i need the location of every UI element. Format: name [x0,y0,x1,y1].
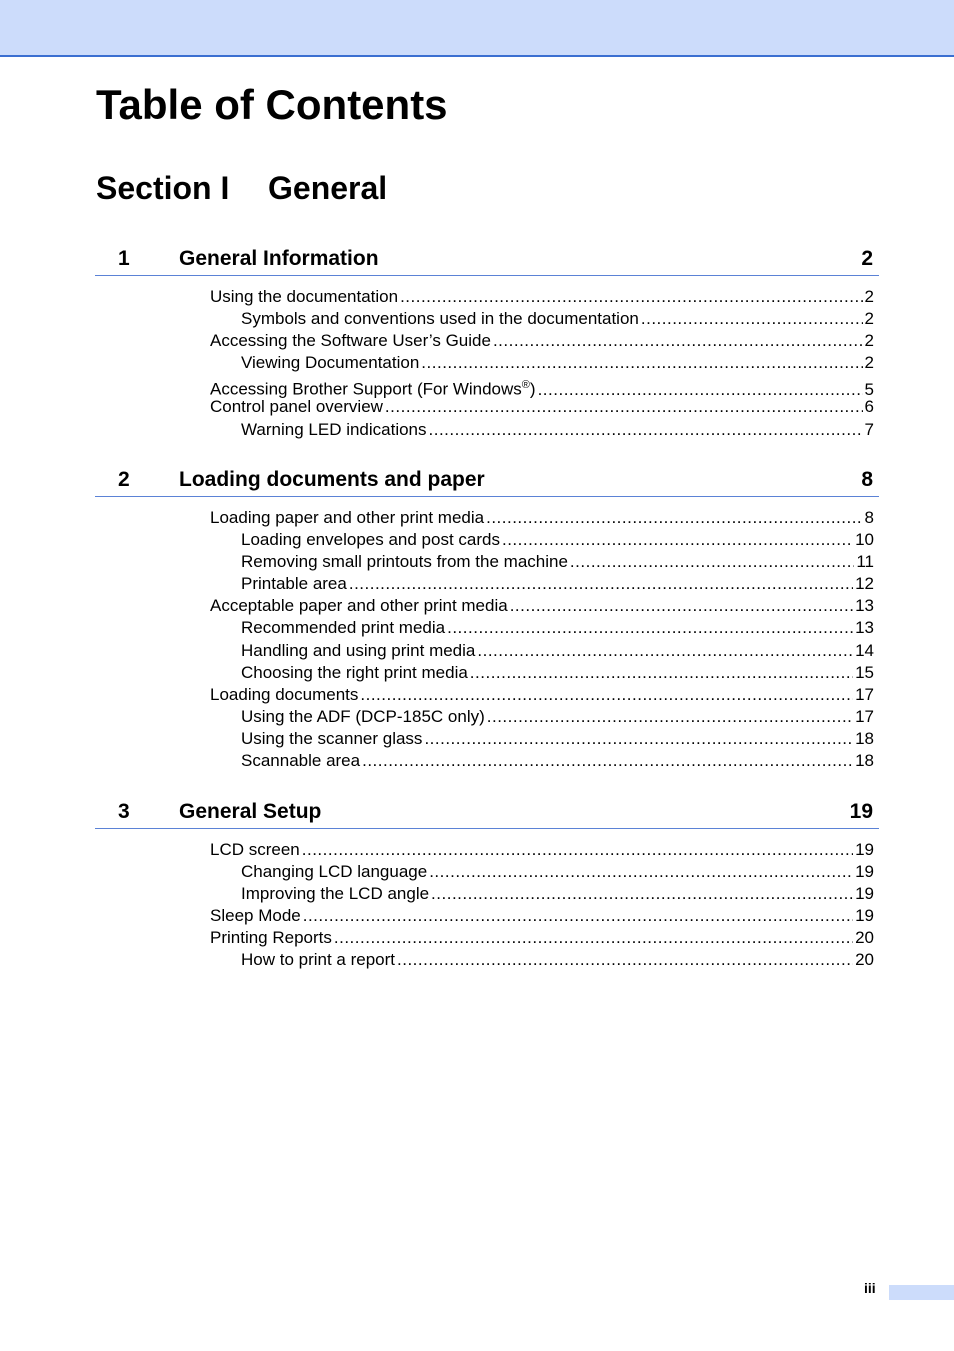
chapter-title: General Information [179,247,379,270]
chapter-page-number: 8 [861,468,873,491]
toc-entry-page: 10 [855,530,874,550]
dot-leader [570,551,854,573]
dot-leader [334,927,853,949]
toc-entry-title [241,640,475,662]
toc-entry-title [241,352,419,374]
toc-entry-title [241,529,500,551]
chapter-title: Loading documents and paper [179,468,485,491]
toc-entry[interactable] [210,905,874,927]
chapter-page-number: 19 [849,800,873,823]
toc-entry-text: Accessing Brother Support (For Windows [210,380,522,400]
toc-entry-title [241,750,360,772]
toc-entry-page: 13 [855,618,874,638]
dot-leader [429,861,853,883]
toc-entry-title [241,573,347,595]
chapter-heading[interactable] [95,792,879,829]
chapter-entries [95,286,879,441]
dot-leader [502,529,853,551]
toc-chapter [95,792,879,972]
toc-entry-title [210,396,383,418]
toc-entry-title [241,883,429,905]
toc-entry-title [241,308,639,330]
toc-entry[interactable] [241,949,874,971]
toc-entry[interactable] [241,419,874,441]
section-number: Section I [96,170,230,206]
toc-entry-text: Scannable area [241,751,361,771]
dot-leader [397,949,853,971]
toc-entry-text: Changing LCD language [241,862,428,882]
toc-entry-text: Sleep Mode [210,906,301,926]
dot-leader [641,308,863,330]
dot-leader [429,419,863,441]
toc-chapter [95,239,879,441]
toc-entry-page: 17 [855,684,874,704]
toc-entry-title [210,507,484,529]
toc-entry-page: 14 [855,640,874,660]
toc-entry-text: How to print a report [241,950,396,970]
dot-leader [487,706,853,728]
toc-entry-text: Viewing Documentation [241,353,420,373]
header-band [0,0,954,57]
toc-entry[interactable] [210,286,874,308]
chapter-entries [95,839,879,972]
toc-entry-title [241,861,427,883]
dot-leader [302,839,853,861]
toc-entry-page: 12 [855,574,874,594]
dot-leader [360,684,853,706]
toc-entry[interactable] [210,595,874,617]
toc-entry[interactable] [241,308,874,330]
toc-entry-title [241,706,485,728]
toc-entry-text: Loading envelopes and post cards [241,530,500,550]
toc-entry-title [241,662,468,684]
toc-entry-text: Control panel overview [210,397,383,417]
toc-entry-title [241,949,395,971]
toc-entry-page: 6 [864,397,874,417]
toc-entry-page: 7 [864,419,874,439]
toc-entry[interactable] [241,529,874,551]
toc-entry-title [210,684,358,706]
dot-leader [510,595,853,617]
toc-entry-title [210,595,508,617]
toc-entry[interactable] [210,330,874,352]
chapter-number: 3 [118,800,130,823]
toc-entry-text: Using the documentation [210,287,399,306]
toc-entry[interactable] [241,640,874,662]
toc-entry[interactable] [241,728,874,750]
toc-entry-page: 2 [864,331,874,351]
chapter-heading[interactable] [95,239,879,276]
toc-entry[interactable] [210,684,874,706]
toc-entry-title [210,927,332,949]
registered-mark: ® [521,379,530,392]
chapter-number: 2 [118,468,130,491]
toc-entry-text: Warning LED indications [241,419,427,439]
dot-leader [362,750,853,772]
toc-entry-text: Printable area [241,574,347,594]
toc-entry[interactable] [241,861,874,883]
toc-entry-page: 19 [855,862,874,882]
section-title: General [268,170,388,206]
dot-leader [421,352,862,374]
toc-entry-page: 13 [855,596,874,616]
toc-entry-title [210,839,300,861]
toc-entry[interactable] [241,551,874,573]
dot-leader [303,905,853,927]
toc-entry-title [241,617,445,639]
toc-entry[interactable] [210,396,874,418]
dot-leader [400,286,862,308]
toc-entry[interactable] [210,839,874,861]
dot-leader [493,330,863,352]
toc-entry-page: 2 [864,287,874,306]
page-number: iii [864,1280,876,1296]
dot-leader [477,640,853,662]
toc-entry-page: 20 [855,950,874,970]
toc-entry-title [210,286,398,308]
toc-entry[interactable] [241,883,874,905]
footer-tab [889,1285,954,1300]
toc-entry-page: 11 [856,552,874,572]
toc-entry[interactable] [241,750,874,772]
dot-leader [470,662,853,684]
toc-entry-text: Acceptable paper and other print media [210,596,508,616]
toc-entry-title [241,728,422,750]
toc-entry-text: Printing Reports [210,928,332,948]
dot-leader [447,617,853,639]
toc-entry-text: Symbols and conventions used in the documentation [241,309,639,329]
toc-entry[interactable] [210,374,874,400]
toc-entry-page: 19 [855,884,874,904]
toc-entry[interactable] [241,352,874,374]
toc-entry-text: Choosing the right print media [241,662,468,682]
chapter-title: General Setup [179,800,322,823]
toc-entry[interactable] [241,662,874,684]
toc-entry[interactable] [210,927,874,949]
toc-entry-text: Accessing the Software User’s Guide [210,331,491,351]
toc-entry-page: 19 [855,906,874,926]
toc-entry[interactable] [241,617,874,639]
chapter-page-number: 2 [861,247,873,270]
toc-entry-title [241,551,568,573]
toc-entry-text: LCD screen [210,840,300,859]
toc-entry-page: 5 [864,380,874,400]
toc-entry[interactable] [241,706,874,728]
toc-entry-title [210,905,301,927]
toc-entry-text: Improving the LCD angle [241,884,430,904]
toc-entry-text: Using the scanner glass [241,728,423,748]
toc-entry[interactable] [210,507,874,529]
toc-entry-page: 15 [855,662,874,682]
chapter-number: 1 [118,247,130,270]
toc-entry-text: Using the ADF (DCP-185C only) [241,706,485,726]
dot-leader [385,396,863,418]
toc-entry-title [241,419,427,441]
dot-leader [424,728,853,750]
page-title: Table of Contents [96,81,448,128]
toc-chapter [95,460,879,772]
toc-entry-page: 19 [855,840,874,859]
toc-entry-page: 2 [864,353,874,373]
toc-entry-page: 17 [855,706,874,726]
dot-leader [431,883,853,905]
chapter-heading[interactable] [95,460,879,497]
toc-entry-page: 18 [855,751,874,771]
toc-entry-page: 18 [855,728,874,748]
section-heading [96,168,387,208]
toc-entry-text-suffix: ) [529,380,536,400]
toc-entry-text: Loading documents [210,684,359,704]
toc-entry-title [210,330,491,352]
chapter-entries [95,507,879,772]
toc-entry-text: Loading paper and other print media [210,508,485,527]
toc-entry-page: 20 [855,928,874,948]
dot-leader [349,573,853,595]
toc-entry-page: 8 [864,508,874,527]
toc-entry-text: Removing small printouts from the machine [241,552,568,572]
dot-leader [486,507,862,529]
toc-entry-page: 2 [864,309,874,329]
toc-entry-text: Recommended print media [241,618,446,638]
toc-entry[interactable] [241,573,874,595]
toc-entry-text: Handling and using print media [241,640,476,660]
